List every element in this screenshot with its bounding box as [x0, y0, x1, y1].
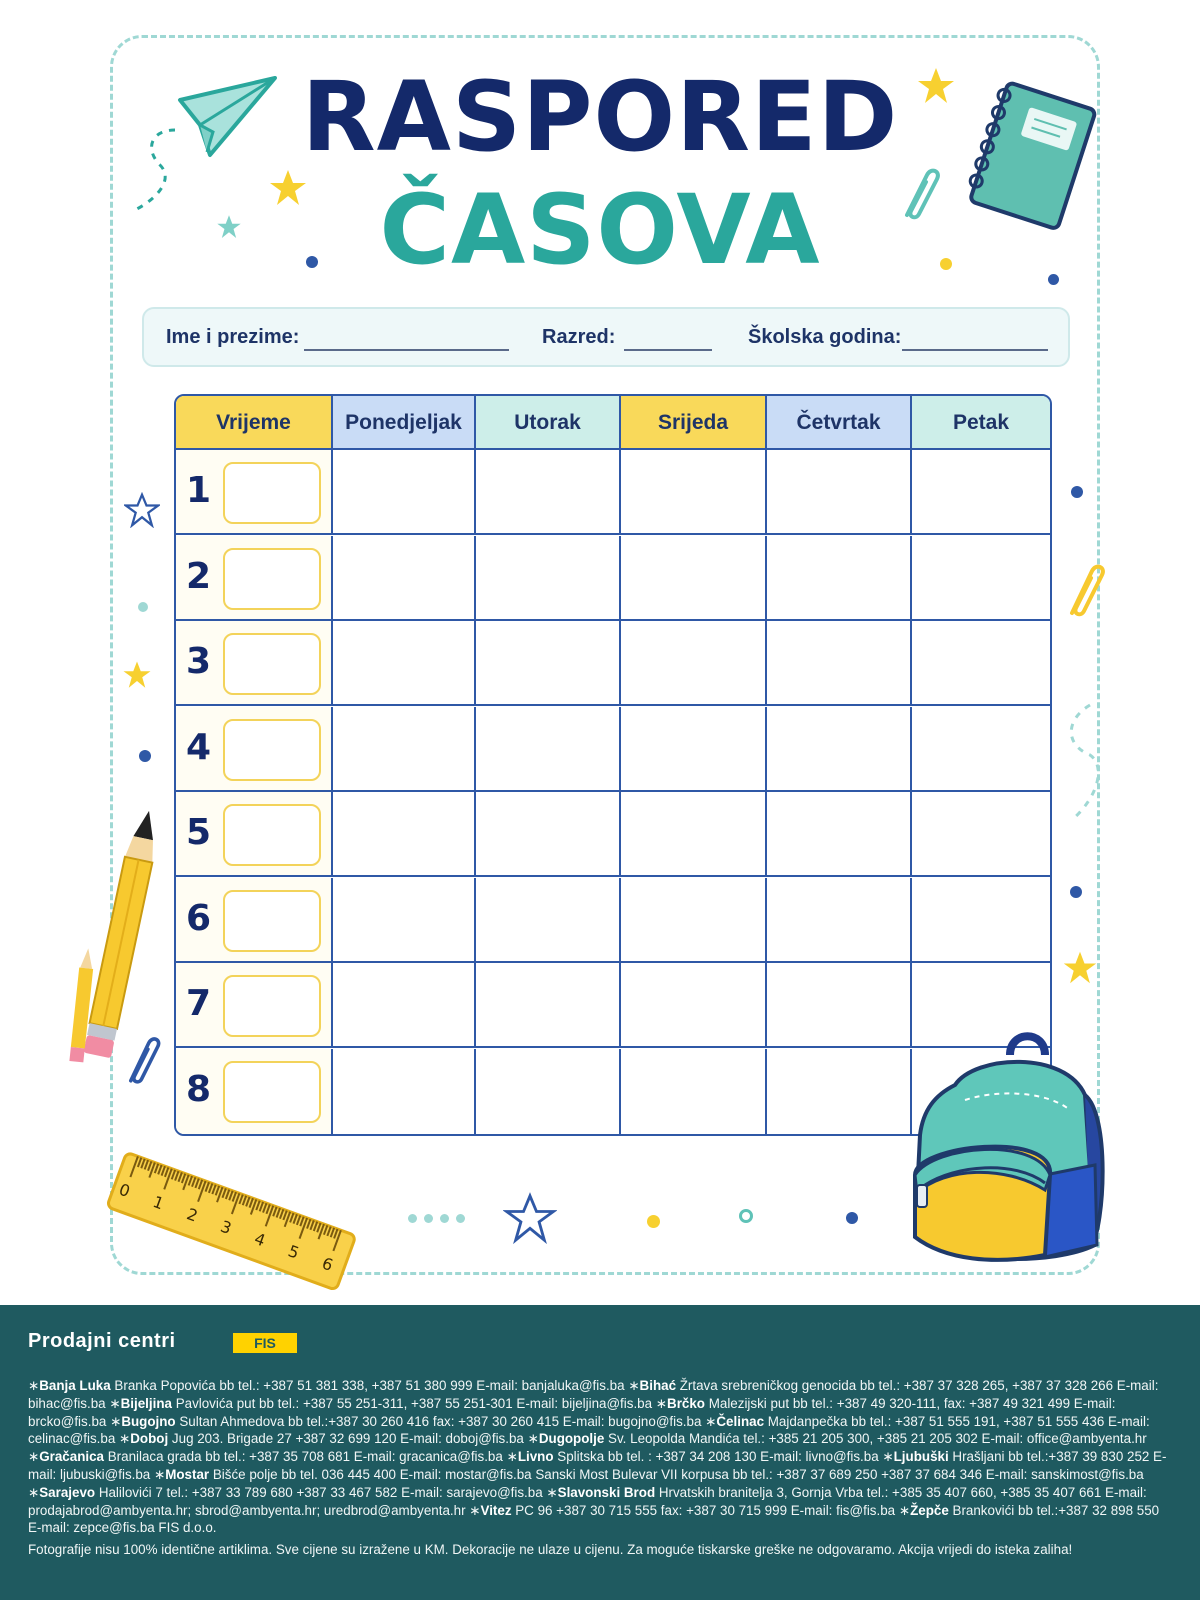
time-input-box[interactable]	[223, 462, 321, 524]
period-number: 1	[186, 470, 212, 511]
timetable-row	[176, 707, 1050, 792]
column-divider	[765, 621, 767, 704]
backpack-icon	[895, 1025, 1115, 1270]
ruler-number: 2	[184, 1204, 201, 1226]
dot-decoration	[139, 750, 151, 762]
time-cell	[176, 1049, 333, 1134]
ruler-number: 0	[116, 1179, 133, 1202]
bullet-icon: ∗	[546, 1484, 558, 1500]
page-title-line2: ČASOVA	[379, 174, 821, 286]
store-name: Bijeljina	[120, 1395, 172, 1411]
store-name: Sarajevo	[39, 1484, 96, 1500]
dot-decoration	[138, 602, 148, 612]
timetable-row	[176, 792, 1050, 877]
ruler-number: 1	[150, 1192, 167, 1214]
store-name: Gračanica	[39, 1449, 104, 1465]
period-number: 5	[186, 812, 212, 853]
column-divider	[765, 963, 767, 1046]
header-thursday: Četvrtak	[767, 396, 912, 450]
column-divider	[619, 621, 621, 704]
store-details: Splitska bb tel. : +387 34 208 130 E-mail: livno@fis.ba	[557, 1449, 879, 1465]
column-divider	[765, 450, 767, 533]
name-field[interactable]	[304, 349, 509, 351]
ruler-number: 4	[251, 1228, 268, 1251]
column-divider	[910, 621, 912, 704]
column-divider	[765, 792, 767, 875]
time-input-box[interactable]	[223, 548, 321, 610]
timetable-row	[176, 878, 1050, 963]
column-divider	[910, 536, 912, 619]
period-number: 6	[186, 897, 212, 939]
bullet-icon: ∗	[506, 1449, 518, 1465]
bullet-icon: ∗	[882, 1449, 894, 1465]
column-divider	[619, 878, 621, 961]
column-divider	[474, 878, 476, 961]
ruler-number: 6	[319, 1253, 336, 1275]
star-icon	[124, 492, 160, 528]
dot-decoration	[424, 1214, 433, 1223]
ruler-icon	[100, 1150, 360, 1300]
timetable-row	[176, 621, 1050, 706]
star-icon	[122, 660, 152, 690]
header-time: Vrijeme	[176, 396, 333, 450]
time-cell	[176, 536, 333, 619]
column-divider	[619, 792, 621, 875]
store-name: Vitez	[480, 1502, 512, 1518]
period-number: 7	[186, 983, 212, 1024]
footer-disclaimer: Fotografije nisu 100% identične artiklima. Sve cijene su izražene u KM. Dekoracije ne ulaze u cijenu. Za moguće tiskarske greške ne odgovaramo. Akcija vrijedi do isteka zaliha!	[28, 1542, 1073, 1557]
class-label: Razred:	[542, 326, 616, 348]
store-details: Jug 203. Brigade 27 +387 32 699 120 E-mail: doboj@fis.ba	[171, 1431, 524, 1447]
footer-heading: Prodajni centri	[28, 1330, 176, 1352]
class-field[interactable]	[624, 349, 712, 351]
dot-decoration	[846, 1212, 858, 1224]
footer	[0, 1305, 1200, 1600]
time-cell	[176, 963, 333, 1046]
store-details: Žrtava srebreničkog genocida bb tel.: +387 37 328 265, +387 37 328 266 E-mail: bihac@fis.ba	[28, 1378, 1159, 1411]
school-year-label: Školska godina:	[748, 326, 902, 348]
time-cell	[176, 707, 333, 790]
paperclip-icon	[120, 1025, 165, 1095]
bullet-icon: ∗	[110, 1413, 122, 1429]
column-divider	[619, 707, 621, 790]
column-divider	[619, 1049, 621, 1134]
time-cell	[176, 450, 333, 533]
dot-decoration	[739, 1209, 753, 1223]
column-divider	[474, 536, 476, 619]
store-name: Čelinac	[716, 1413, 765, 1429]
bullet-icon: ∗	[898, 1502, 911, 1518]
column-divider	[619, 963, 621, 1046]
store-details: Hrašljani bb tel.:+387 39 830 252 E-mail: ljubuski@fis.ba	[28, 1449, 1167, 1482]
store-name: Bihać	[639, 1378, 677, 1393]
column-divider	[619, 450, 621, 533]
store-details: Sultan Ahmedova bb tel.:+387 30 260 416 fax: +387 30 260 415 E-mail: bugojno@fis.ba	[179, 1413, 702, 1429]
store-details: Pavlovića put bb tel.: +387 55 251-311, +387 55 251-301 E-mail: bijeljina@fis.ba	[175, 1395, 653, 1411]
bullet-icon: ∗	[153, 1466, 166, 1482]
period-number: 4	[186, 726, 212, 768]
dot-decoration	[1071, 486, 1083, 498]
store-details: PC 96 +387 30 715 555 fax: +387 30 715 999 E-mail: fis@fis.ba	[515, 1502, 896, 1518]
column-divider	[765, 707, 767, 790]
column-divider	[619, 536, 621, 619]
column-divider	[474, 707, 476, 790]
dot-decoration	[408, 1214, 417, 1223]
school-year-field[interactable]	[902, 349, 1048, 351]
column-divider	[910, 450, 912, 533]
student-info-bar	[142, 307, 1070, 367]
ruler-number: 3	[218, 1216, 235, 1238]
bullet-icon: ∗	[527, 1431, 539, 1447]
header-friday: Petak	[912, 396, 1050, 450]
store-name: Banja Luka	[39, 1378, 111, 1393]
column-divider	[910, 792, 912, 875]
store-name: Brčko	[667, 1395, 705, 1411]
bullet-icon: ∗	[28, 1449, 40, 1465]
column-divider	[910, 707, 912, 790]
store-details: Brankovići bb tel.:+387 32 898 550 E-mail: zepce@fis.ba FIS d.o.o.	[28, 1502, 1160, 1536]
store-name: Livno	[517, 1449, 554, 1465]
period-number: 2	[186, 555, 212, 597]
fis-logo: FIS	[233, 1333, 297, 1353]
store-details: Majdanpečka bb tel.: +387 51 555 191, +387 51 555 436 E-mail: celinac@fis.ba	[28, 1413, 1150, 1447]
period-number: 3	[186, 641, 212, 682]
time-cell	[176, 792, 333, 875]
store-name: Ljubuški	[893, 1449, 949, 1465]
time-input-box[interactable]	[223, 975, 321, 1037]
dashed-swirl-decoration	[1060, 700, 1105, 830]
paperclip-icon	[1060, 555, 1110, 625]
star-icon	[1062, 950, 1098, 986]
header-tuesday: Utorak	[476, 396, 621, 450]
store-name: Dugopolje	[538, 1431, 605, 1447]
dot-decoration	[440, 1214, 449, 1223]
time-input-box[interactable]	[223, 804, 321, 866]
time-input-box[interactable]	[223, 719, 321, 781]
header-wednesday: Srijeda	[621, 396, 767, 450]
store-details: Halilovići 7 tel.: +387 33 789 680 +387 33 467 582 E-mail: sarajevo@fis.ba	[98, 1484, 543, 1500]
ruler-number: 5	[285, 1241, 302, 1263]
timetable-row	[176, 536, 1050, 621]
column-divider	[474, 1049, 476, 1134]
bullet-icon: ∗	[28, 1484, 40, 1500]
dot-decoration	[647, 1215, 660, 1228]
period-number: 8	[186, 1068, 212, 1110]
star-icon	[503, 1192, 557, 1244]
bullet-icon: ∗	[28, 1378, 40, 1393]
store-details: Bišće polje bb tel. 036 445 400 E-mail: mostar@fis.ba Sanski Most Bulevar VII korpusa bb tel.: +387 37 689 250 +387 37 684 346 E-mail: sanskimost@fis.ba	[212, 1466, 1144, 1482]
store-list	[28, 1377, 1174, 1537]
store-name: Žepče	[910, 1502, 949, 1518]
page-title-line1: RASPORED	[301, 61, 899, 173]
store-name: Mostar	[165, 1466, 210, 1482]
dot-decoration	[1070, 886, 1082, 898]
time-input-box[interactable]	[223, 890, 321, 952]
header-monday: Ponedjeljak	[333, 396, 476, 450]
column-divider	[474, 450, 476, 533]
store-details: Hrvatskih branitelja 3, Gornja Vrba tel.: +385 35 407 660, +385 35 407 661 E-mail: prodajabrod@ambyenta.hr; sbrod@ambyenta.hr; uredbrod@ambyenta.hr	[28, 1484, 1147, 1518]
bullet-icon: ∗	[109, 1395, 121, 1411]
bullet-icon: ∗	[655, 1395, 668, 1411]
store-name: Slavonski Brod	[557, 1484, 656, 1500]
store-details: Malezijski put bb tel.: +387 49 320-111, fax: +387 49 321 499 E-mail: brcko@fis.ba	[28, 1395, 1116, 1429]
bullet-icon: ∗	[628, 1378, 640, 1393]
bullet-icon: ∗	[705, 1413, 717, 1429]
column-divider	[765, 878, 767, 961]
store-name: Doboj	[130, 1431, 169, 1447]
store-details: Branilaca grada bb tel.: +387 35 708 681 E-mail: gracanica@fis.ba	[107, 1449, 503, 1465]
column-divider	[474, 963, 476, 1046]
store-details: Sv. Leopolda Mandića tel.: +385 21 205 300, +385 21 205 302 E-mail: office@ambyenta.hr	[608, 1431, 1147, 1447]
store-details: Branka Popovića bb tel.: +387 51 381 338, +387 51 380 999 E-mail: banjaluka@fis.ba	[114, 1378, 625, 1393]
time-cell	[176, 878, 333, 961]
column-divider	[765, 536, 767, 619]
name-label: Ime i prezime:	[166, 326, 300, 348]
store-name: Bugojno	[121, 1413, 176, 1429]
timetable-row	[176, 450, 1050, 535]
time-input-box[interactable]	[223, 633, 321, 695]
time-cell	[176, 621, 333, 704]
column-divider	[765, 1049, 767, 1134]
time-input-box[interactable]	[223, 1061, 321, 1123]
column-divider	[910, 878, 912, 961]
column-divider	[474, 621, 476, 704]
dot-decoration	[456, 1214, 465, 1223]
bullet-icon: ∗	[119, 1431, 131, 1447]
column-divider	[474, 792, 476, 875]
bullet-icon: ∗	[469, 1502, 481, 1518]
